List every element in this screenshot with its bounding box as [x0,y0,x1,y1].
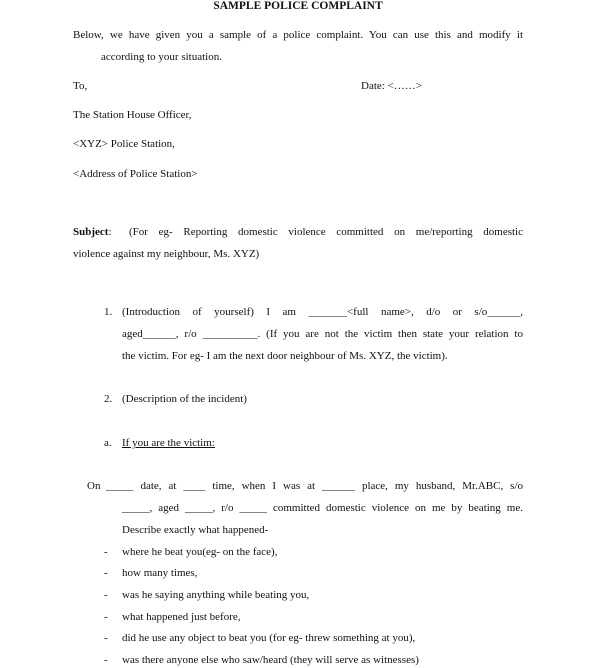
sub-a-heading: If you are the victim: [122,437,215,449]
bullet-marker: - [104,567,108,579]
bullet-marker: - [104,611,108,623]
item-2-number: 2. [104,393,113,405]
subject-text-1: (For eg- Reporting domestic violence committed on me/reporting domestic [129,226,523,238]
intro-line-1: Below, we have given you a sample of a police complaint. You can use this and modify it [73,29,523,41]
bullet-item: was there anyone else who saw/heard (they will serve as witnesses) [122,654,419,666]
on-para-line-2: _____, aged _____, r/o _____ committed domestic violence on me by beating me. [122,502,523,514]
subject-line-1 [73,226,523,238]
sub-a-letter: a. [104,437,112,449]
item-1-line-1: (Introduction of yourself) I am _______<full name>, d/o or s/o______, [122,306,523,318]
item-1-number: 1. [104,306,113,318]
bullet-marker: - [104,546,108,558]
bullet-marker: - [104,654,108,666]
salutation-to: To, [73,80,88,92]
subject-label: Subject [73,226,109,238]
date-line: Date: <……> [361,80,422,92]
item-2-text: (Description of the incident) [122,393,247,405]
bullet-item: was he saying anything while beating you, [122,589,310,601]
bullet-marker: - [104,632,108,644]
subject-text-2: violence against my neighbour, Ms. XYZ) [73,248,260,260]
on-para-line-3: Describe exactly what happened- [122,524,269,536]
address-officer: The Station House Officer, [73,109,192,121]
on-para-line-1: _____ date, at ____ time, when I was at ______ place, my husband, Mr.ABC, s/o [106,480,523,492]
address-location: <Address of Police Station> [73,168,198,180]
document-title: SAMPLE POLICE COMPLAINT [213,0,383,12]
item-1-line-3: the victim. For eg- I am the next door neighbour of Ms. XYZ, the victim). [122,350,448,362]
on-word: On [87,480,101,492]
bullet-item: how many times, [122,567,198,579]
subject-label-group [73,226,112,238]
bullet-item: what happened just before, [122,611,241,623]
bullet-marker: - [104,589,108,601]
address-station: <XYZ> Police Station, [73,138,175,150]
bullet-item: did he use any object to beat you (for eg- threw something at you), [122,632,416,644]
intro-line-2: according to your situation. [101,51,222,63]
item-1-line-2: aged______, r/o __________. (If you are not the victim then state your relation to [122,328,523,340]
bullet-item: where he beat you(eg- on the face), [122,546,278,558]
subject-colon: : [108,226,112,238]
